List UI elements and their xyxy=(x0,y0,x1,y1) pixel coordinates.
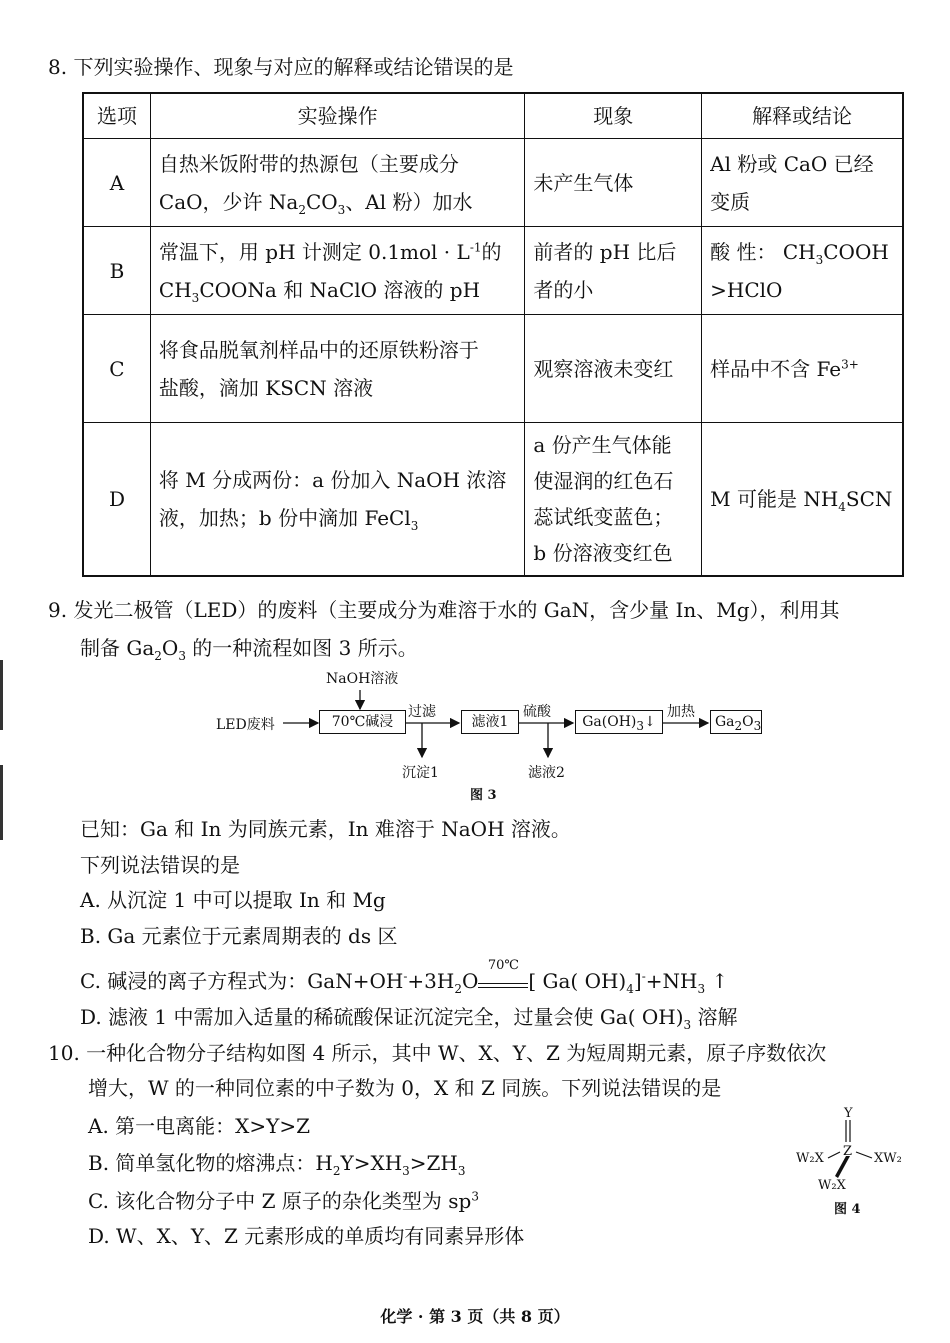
flow-box-alkali-leach: 70℃碱浸 xyxy=(319,710,406,734)
row-phenomenon: 未产生气体 xyxy=(525,139,702,227)
text-line: 变质 xyxy=(710,189,751,214)
flow-label-filter: 过滤 xyxy=(408,704,436,720)
molecule-group-bottom: W₂X xyxy=(818,1178,846,1193)
q9-option-b: B. Ga 元素位于元素周期表的 ds 区 xyxy=(80,924,398,948)
q9-option-c: C. 碱浸的离子方程式为：$GaN+OH^-+3H_2O$ 70℃ [ Ga( $OH)_4]^-+NH_3$ ↑ xyxy=(80,958,729,996)
flow-filtrate2: 滤液2 xyxy=(528,765,565,781)
q10-option-c: C. 该化合物分子中 Z 原子的杂化类型为 $sp^3$ xyxy=(88,1189,479,1213)
text-line: 酸 性： $CH_3COOH$ xyxy=(710,239,889,267)
q10-stem-line2: 增大，W 的一种同位素的中子数为 0，X 和 Z 同族。下列说法错误的是 xyxy=(88,1076,722,1100)
flow-reagent-naoh: NaOH溶液 xyxy=(326,671,399,687)
header-conclusion: 解释或结论 xyxy=(702,93,903,139)
row-option: C xyxy=(83,315,150,423)
row-option: B xyxy=(83,227,150,315)
text-line: 前者的 pH 比后 xyxy=(533,239,677,264)
header-operation: 实验操作 xyxy=(150,93,524,139)
header-option: 选项 xyxy=(83,93,150,139)
molecule-group-left: W₂X xyxy=(796,1151,824,1166)
q10-stem-line1: 10. 一种化合物分子结构如图 4 所示，其中 W、X、Y、Z 为短周期元素，原子序数依次 xyxy=(48,1041,827,1065)
flow-precipitate1: 沉淀1 xyxy=(402,765,439,781)
text-line: $CH_3COONa$ 和 NaClO 溶液的 pH xyxy=(158,277,481,305)
text-line: Al 粉或 CaO 已经 xyxy=(710,151,874,176)
text-line: 使湿润的红色石 xyxy=(533,469,674,493)
reaction-arrow: 70℃ xyxy=(478,973,528,988)
q8-stem: 8. 下列实验操作、现象与对应的解释或结论错误的是 xyxy=(48,55,514,79)
figure3-caption: 图 3 xyxy=(470,788,497,803)
header-phenomenon: 现象 xyxy=(525,93,702,139)
row-phenomenon: 观察溶液未变红 xyxy=(525,315,702,423)
q9-option-d: D. 滤液 1 中需加入适量的稀硫酸保证沉淀完全，过量会使 Ga( $OH)_3$ 溶解 xyxy=(80,1005,738,1032)
text-line: 将 M 分成两份：a 份加入 NaOH 浓溶 xyxy=(158,468,507,492)
q9-stem-line1: 9. 发光二极管（LED）的废料（主要成分为难溶于水的 GaN，含少量 In、Mg），利用其 xyxy=(48,598,840,622)
molecule-group-right: XW₂ xyxy=(874,1151,902,1166)
q9-stem-line2: 制备 $Ga_2O_3$ 的一种流程如图 3 所示。 xyxy=(80,636,418,663)
text-line: 常温下，用 pH 计测定 $0.1mol \cdot L^{-1}$的 xyxy=(158,239,502,264)
text-line: b 份溶液变红色 xyxy=(533,541,673,565)
q10-option-a: A. 第一电离能：X>Y>Z xyxy=(88,1114,311,1138)
q10-option-b: B. 简单氢化物的熔沸点：$H_2Y>XH_3>ZH_3$ xyxy=(88,1151,466,1178)
flow-box-ga2o3: $Ga_2O_3$ xyxy=(710,710,762,734)
q10-option-d: D. W、X、Y、Z 元素形成的单质均有同素异形体 xyxy=(88,1224,525,1248)
molecule-atom-y: Y xyxy=(844,1106,853,1121)
row-option: D xyxy=(83,423,150,577)
text-line: 自热米饭附带的热源包（主要成分 xyxy=(158,151,459,176)
text-line: 者的小 xyxy=(533,277,594,302)
q9-ask: 下列说法错误的是 xyxy=(80,853,240,877)
row-conclusion: M 可能是 $NH_4SCN$ xyxy=(702,423,903,577)
text-line: a 份产生气体能 xyxy=(533,433,672,457)
page-footer: 化学 · 第 3 页（共 8 页） xyxy=(380,1307,570,1326)
text-line: 液，加热；b 份中滴加 FeCl$_3$ xyxy=(158,506,419,533)
flow-box-gaoh3: $Ga(OH)_3↓$ xyxy=(575,710,663,734)
flow-box-filtrate1: 滤液1 xyxy=(461,710,519,734)
flow-start: LED废料 xyxy=(216,717,275,733)
q9-known: 已知：Ga 和 In 为同族元素，In 难溶于 NaOH 溶液。 xyxy=(80,817,571,841)
molecule-atom-z: Z xyxy=(843,1144,853,1159)
text-line: 将食品脱氧剂样品中的还原铁粉溶于 xyxy=(158,337,479,362)
text-line: 盐酸，滴加 KSCN 溶液 xyxy=(158,375,374,400)
text-line: >HClO xyxy=(710,277,783,302)
q9-option-a: A. 从沉淀 1 中可以提取 In 和 Mg xyxy=(80,888,386,912)
flow-label-heat: 加热 xyxy=(667,704,695,720)
flow-label-sulfuric: 硫酸 xyxy=(523,704,551,720)
row-option: A xyxy=(83,139,150,227)
text-line: CaO，少许 $Na_2CO_3$、Al 粉）加水 xyxy=(158,189,473,217)
figure4-caption: 图 4 xyxy=(834,1202,861,1217)
row-conclusion: 样品中不含 $Fe^{3+}$ xyxy=(702,315,903,423)
text-line: 蕊试纸变蓝色； xyxy=(533,505,674,529)
